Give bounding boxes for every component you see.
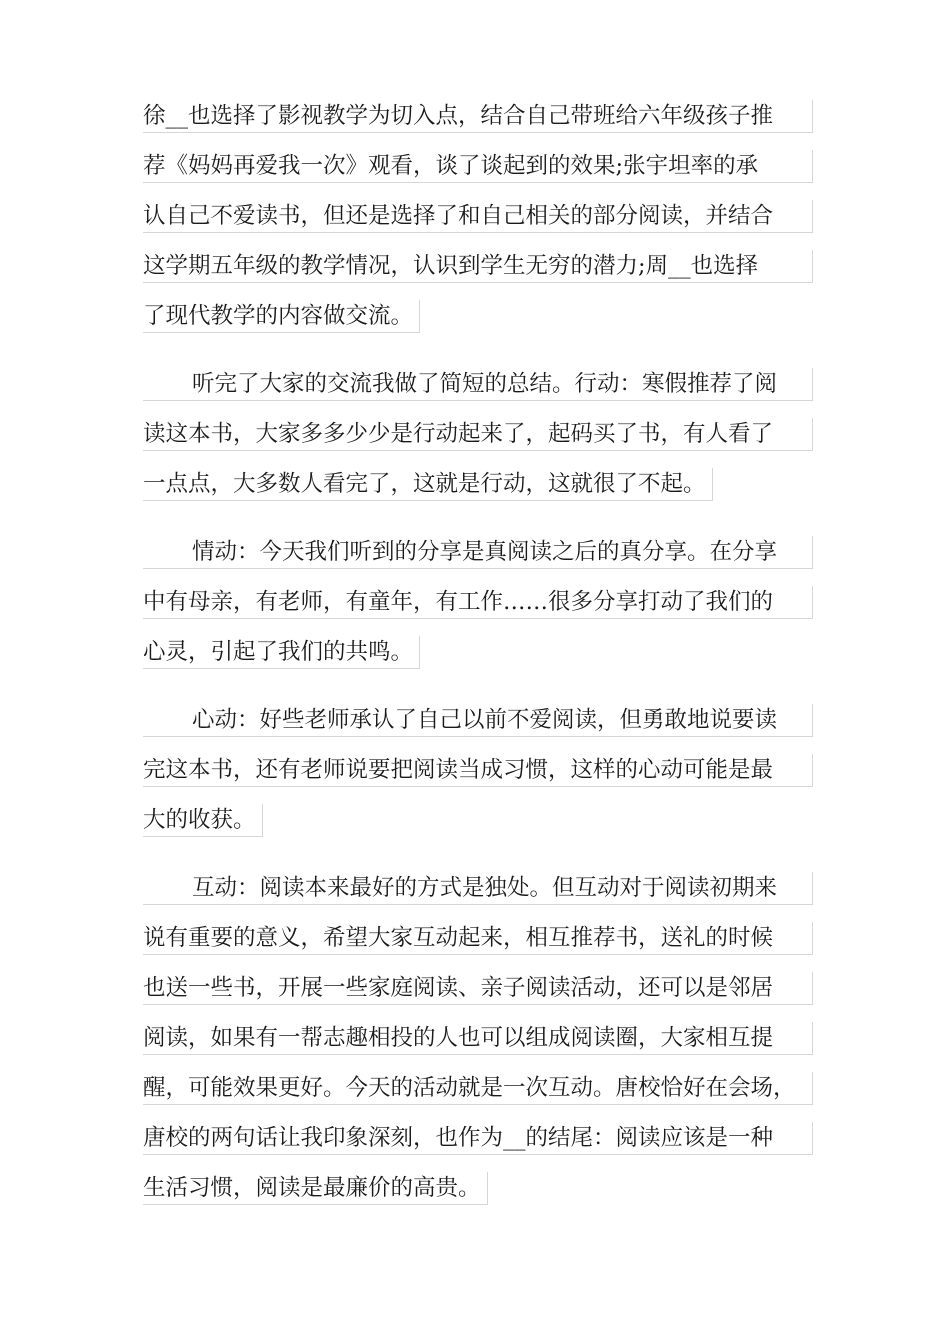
paragraph-line: 听完了大家的交流我做了简短的总结。行动：寒假推荐了阅: [143, 368, 813, 401]
paragraph-line: 心灵，引起了我们的共鸣。: [143, 636, 420, 669]
paragraph-line: 荐《妈妈再爱我一次》观看，谈了谈起到的效果;张宇坦率的承: [143, 150, 813, 183]
paragraph-line: 心动：好些老师承认了自己以前不爱阅读，但勇敢地说要读: [143, 704, 813, 737]
paragraph-line: 生活习惯，阅读是最廉价的高贵。: [143, 1172, 488, 1205]
paragraph-2: [143, 368, 813, 523]
paragraph-line: 互动：阅读本来最好的方式是独处。但互动对于阅读初期来: [143, 872, 813, 905]
paragraph-1: [143, 100, 813, 355]
paragraph-line: 说有重要的意义，希望大家互动起来，相互推荐书，送礼的时候: [143, 922, 813, 955]
paragraph-5: [143, 872, 813, 1227]
paragraph-line: 也送一些书，开展一些家庭阅读、亲子阅读活动，还可以是邻居: [143, 972, 813, 1005]
paragraph-line: 中有母亲，有老师，有童年，有工作……很多分享打动了我们的: [143, 586, 813, 619]
paragraph-line: 阅读，如果有一帮志趣相投的人也可以组成阅读圈，大家相互提: [143, 1022, 813, 1055]
paragraph-line: 认自己不爱读书，但还是选择了和自己相关的部分阅读，并结合: [143, 200, 813, 233]
paragraph-line: 情动：今天我们听到的分享是真阅读之后的真分享。在分享: [143, 536, 813, 569]
paragraph-line: 唐校的两句话让我印象深刻，也作为__的结尾：阅读应该是一种: [143, 1122, 813, 1155]
paragraph-line: 大的收获。: [143, 804, 263, 837]
paragraph-line: 一点点，大多数人看完了，这就是行动，这就很了不起。: [143, 468, 713, 501]
paragraph-line: 醒，可能效果更好。今天的活动就是一次互动。唐校恰好在会场，: [143, 1072, 813, 1105]
paragraph-line: 了现代教学的内容做交流。: [143, 300, 420, 333]
paragraph-4: [143, 704, 813, 859]
paragraph-line: 徐__也选择了影视教学为切入点，结合自己带班给六年级孩子推: [143, 100, 813, 133]
paragraph-3: [143, 536, 813, 691]
paragraph-line: 读这本书，大家多多少少是行动起来了，起码买了书，有人看了: [143, 418, 813, 451]
paragraph-line: 完这本书，还有老师说要把阅读当成习惯，这样的心动可能是最: [143, 754, 813, 787]
paragraph-line: 这学期五年级的教学情况，认识到学生无穷的潜力;周__也选择: [143, 250, 813, 283]
